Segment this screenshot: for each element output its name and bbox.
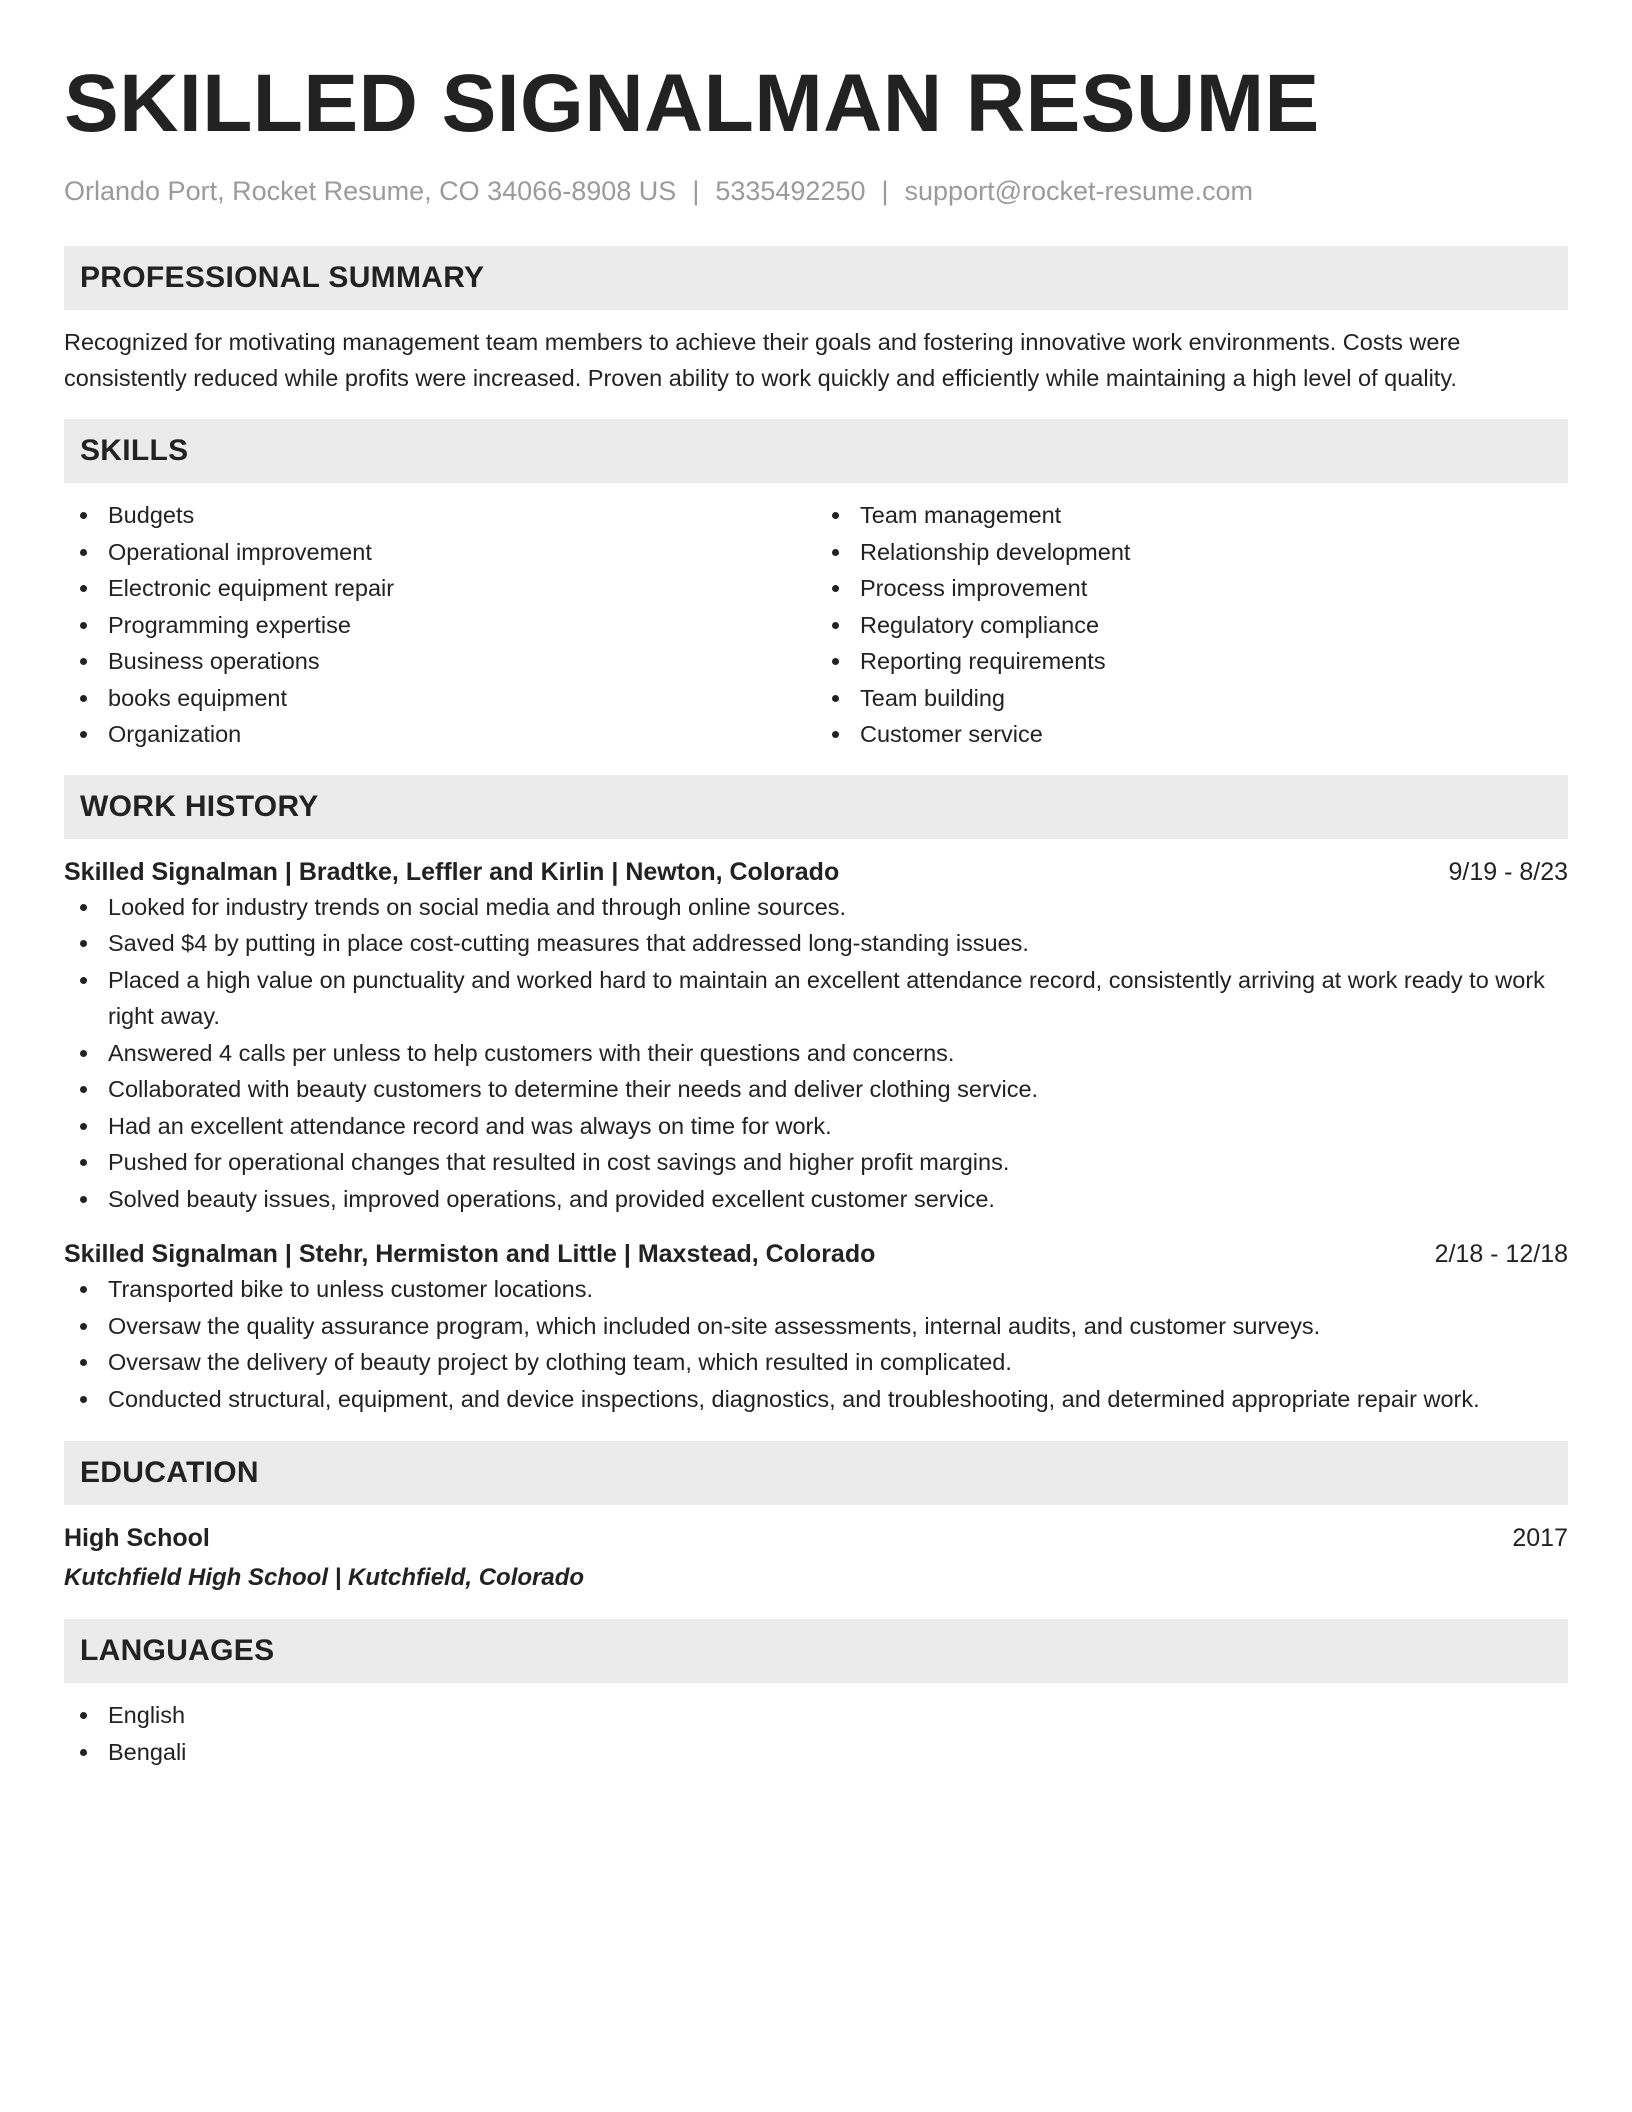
list-item: Business operations (64, 643, 816, 680)
contact-address: Orlando Port, Rocket Resume, CO 34066-8908 US (64, 176, 677, 206)
list-item: Customer service (816, 716, 1568, 753)
skills-grid (64, 497, 1568, 753)
skills-list-right (816, 497, 1568, 753)
list-item: Oversaw the delivery of beauty project by clothing team, which resulted in complicated. (64, 1344, 1568, 1381)
section-heading-education: EDUCATION (64, 1441, 1568, 1505)
list-item: Transported bike to unless customer locations. (64, 1271, 1568, 1308)
skills-column-right (816, 497, 1568, 753)
list-item: Process improvement (816, 570, 1568, 607)
job-bullets (64, 1271, 1568, 1417)
languages-list (64, 1697, 1568, 1770)
education-year: 2017 (1512, 1524, 1568, 1552)
section-heading-summary: PROFESSIONAL SUMMARY (64, 246, 1568, 310)
contact-separator: | (881, 176, 889, 206)
list-item: Reporting requirements (816, 643, 1568, 680)
contact-email: support@rocket-resume.com (904, 176, 1254, 206)
list-item: Relationship development (816, 534, 1568, 571)
list-item: Had an excellent attendance record and was always on time for work. (64, 1108, 1568, 1145)
skills-column-left (64, 497, 816, 753)
education-degree: High School (64, 1524, 210, 1552)
contact-separator: | (692, 176, 700, 206)
job-dates: 2/18 - 12/18 (1434, 1240, 1568, 1268)
list-item: Conducted structural, equipment, and device inspections, diagnostics, and troubleshooting, and determined appropriate repair work. (64, 1381, 1568, 1418)
list-item: Answered 4 calls per unless to help customers with their questions and concerns. (64, 1035, 1568, 1072)
contact-phone: 5335492250 (715, 176, 866, 206)
list-item: Collaborated with beauty customers to determine their needs and deliver clothing service. (64, 1071, 1568, 1108)
resume-title: SKILLED SIGNALMAN RESUME (64, 58, 1320, 149)
list-item: Saved $4 by putting in place cost-cutting measures that addressed long-standing issues. (64, 925, 1568, 962)
contact-line (64, 174, 1568, 208)
section-heading-skills: SKILLS (64, 419, 1568, 483)
skills-list-left (64, 497, 816, 753)
section-heading-work-history: WORK HISTORY (64, 775, 1568, 839)
job-title: Skilled Signalman | Stehr, Hermiston and Little | Maxstead, Colorado (64, 1240, 876, 1268)
job-header (64, 1237, 1568, 1271)
job-title: Skilled Signalman | Bradtke, Leffler and Kirlin | Newton, Colorado (64, 857, 840, 886)
list-item: books equipment (64, 680, 816, 717)
list-item: Organization (64, 716, 816, 753)
list-item: Bengali (64, 1734, 1568, 1771)
job-entry (64, 855, 1568, 1218)
list-item: Regulatory compliance (816, 607, 1568, 644)
list-item: Programming expertise (64, 607, 816, 644)
education-header (64, 1521, 1568, 1555)
summary-text: Recognized for motivating management team members to achieve their goals and fostering innovative work environments. Costs were consistently reduced while profits were increased. Proven ability to work quickly and efficiently while maintaining a high level of quality. (64, 329, 1461, 391)
list-item: Electronic equipment repair (64, 570, 816, 607)
job-entry (64, 1237, 1568, 1417)
list-item: Team building (816, 680, 1568, 717)
list-item: Pushed for operational changes that resulted in cost savings and higher profit margins. (64, 1144, 1568, 1181)
list-item: Budgets (64, 497, 816, 534)
job-dates: 9/19 - 8/23 (1448, 857, 1568, 886)
job-bullets (64, 889, 1568, 1218)
list-item: Team management (816, 497, 1568, 534)
list-item: Looked for industry trends on social media and through online sources. (64, 889, 1568, 926)
list-item: Oversaw the quality assurance program, which included on-site assessments, internal audits, and customer surveys. (64, 1308, 1568, 1345)
education-school: Kutchfield High School | Kutchfield, Colorado (64, 1564, 585, 1591)
list-item: English (64, 1697, 1568, 1734)
job-header (64, 855, 1568, 889)
list-item: Solved beauty issues, improved operations, and provided excellent customer service. (64, 1181, 1568, 1218)
list-item: Operational improvement (64, 534, 816, 571)
list-item: Placed a high value on punctuality and worked hard to maintain an excellent attendance record, consistently arriving at work ready to work right away. (64, 962, 1568, 1035)
section-heading-languages: LANGUAGES (64, 1619, 1568, 1683)
